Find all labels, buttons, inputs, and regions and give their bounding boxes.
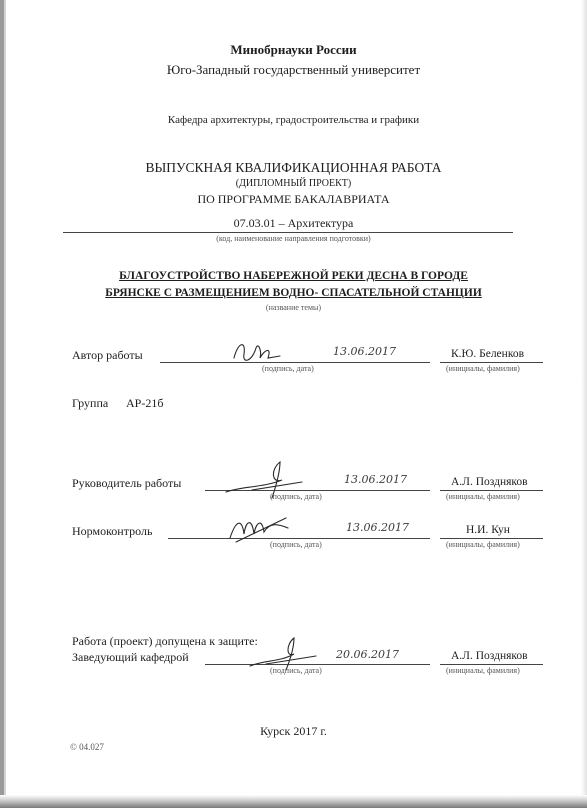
topic-caption: (название темы) <box>265 303 322 312</box>
author-signature-line <box>160 362 430 363</box>
specialty-line <box>63 232 513 233</box>
author-name: К.Ю. Беленков <box>451 348 525 360</box>
supervisor-signature-caption: (подпись, дата) <box>270 492 322 501</box>
group-value: АР-21б <box>126 396 164 410</box>
normcontrol-signature-line <box>168 538 430 539</box>
ministry: Минобрнауки России <box>230 42 357 57</box>
form-code: © 04.027 <box>70 742 104 752</box>
supervisor-name-caption: (инициалы, фамилия) <box>446 492 520 501</box>
supervisor-label: Руководитель работы <box>72 476 182 490</box>
supervisor-name-line <box>440 490 543 491</box>
head-name-caption: (инициалы, фамилия) <box>446 666 520 675</box>
supervisor-date: 13.06.2017 <box>344 473 407 486</box>
head-of-department-label: Заведующий кафедрой <box>72 650 189 664</box>
head-date: 20.06.2017 <box>336 648 399 661</box>
normcontrol-date: 13.06.2017 <box>346 521 409 534</box>
topic-line-1: БЛАГОУСТРОЙСТВО НАБЕРЕЖНОЙ РЕКИ ДЕСНА В ГОРОДЕ <box>119 270 468 282</box>
topic-line-2: БРЯНСКЕ С РАЗМЕЩЕНИЕМ ВОДНО- СПАСАТЕЛЬНОЙ СТАНЦИИ <box>105 287 482 299</box>
normcontrol-name-line <box>440 538 543 539</box>
city-year: Курск 2017 г. <box>260 724 327 738</box>
scan-edge-bottom <box>0 795 587 808</box>
normcontrol-signature-caption: (подпись, дата) <box>270 540 322 549</box>
specialty: 07.03.01 – Архитектура <box>233 216 354 230</box>
author-signature-caption: (подпись, дата) <box>262 364 314 373</box>
author-date: 13.06.2017 <box>333 345 396 358</box>
head-name: А.Л. Поздняков <box>451 650 528 662</box>
admission-text: Работа (проект) допущена к защите: <box>72 634 258 648</box>
author-name-caption: (инициалы, фамилия) <box>446 364 520 373</box>
normcontrol-name-caption: (инициалы, фамилия) <box>446 540 520 549</box>
supervisor-name: А.Л. Поздняков <box>451 476 528 488</box>
group-label: Группа <box>72 396 109 410</box>
author-label: Автор работы <box>72 348 143 362</box>
head-signature-caption: (подпись, дата) <box>270 666 322 675</box>
normcontrol-name: Н.И. Кун <box>466 524 510 536</box>
specialty-caption: (код, наименование направления подготовки) <box>216 234 371 243</box>
department: Кафедра архитектуры, градостроительства и графики <box>167 114 420 126</box>
head-name-line <box>440 664 543 665</box>
university: Юго-Западный государственный университет <box>166 62 421 77</box>
work-program: ПО ПРОГРАММЕ БАКАЛАВРИАТА <box>197 192 390 206</box>
work-title: ВЫПУСКНАЯ КВАЛИФИКАЦИОННАЯ РАБОТА <box>145 160 442 175</box>
author-name-line <box>440 362 543 363</box>
normcontrol-label: Нормоконтроль <box>72 524 153 538</box>
work-subtitle: (ДИПЛОМНЫЙ ПРОЕКТ) <box>235 178 352 189</box>
